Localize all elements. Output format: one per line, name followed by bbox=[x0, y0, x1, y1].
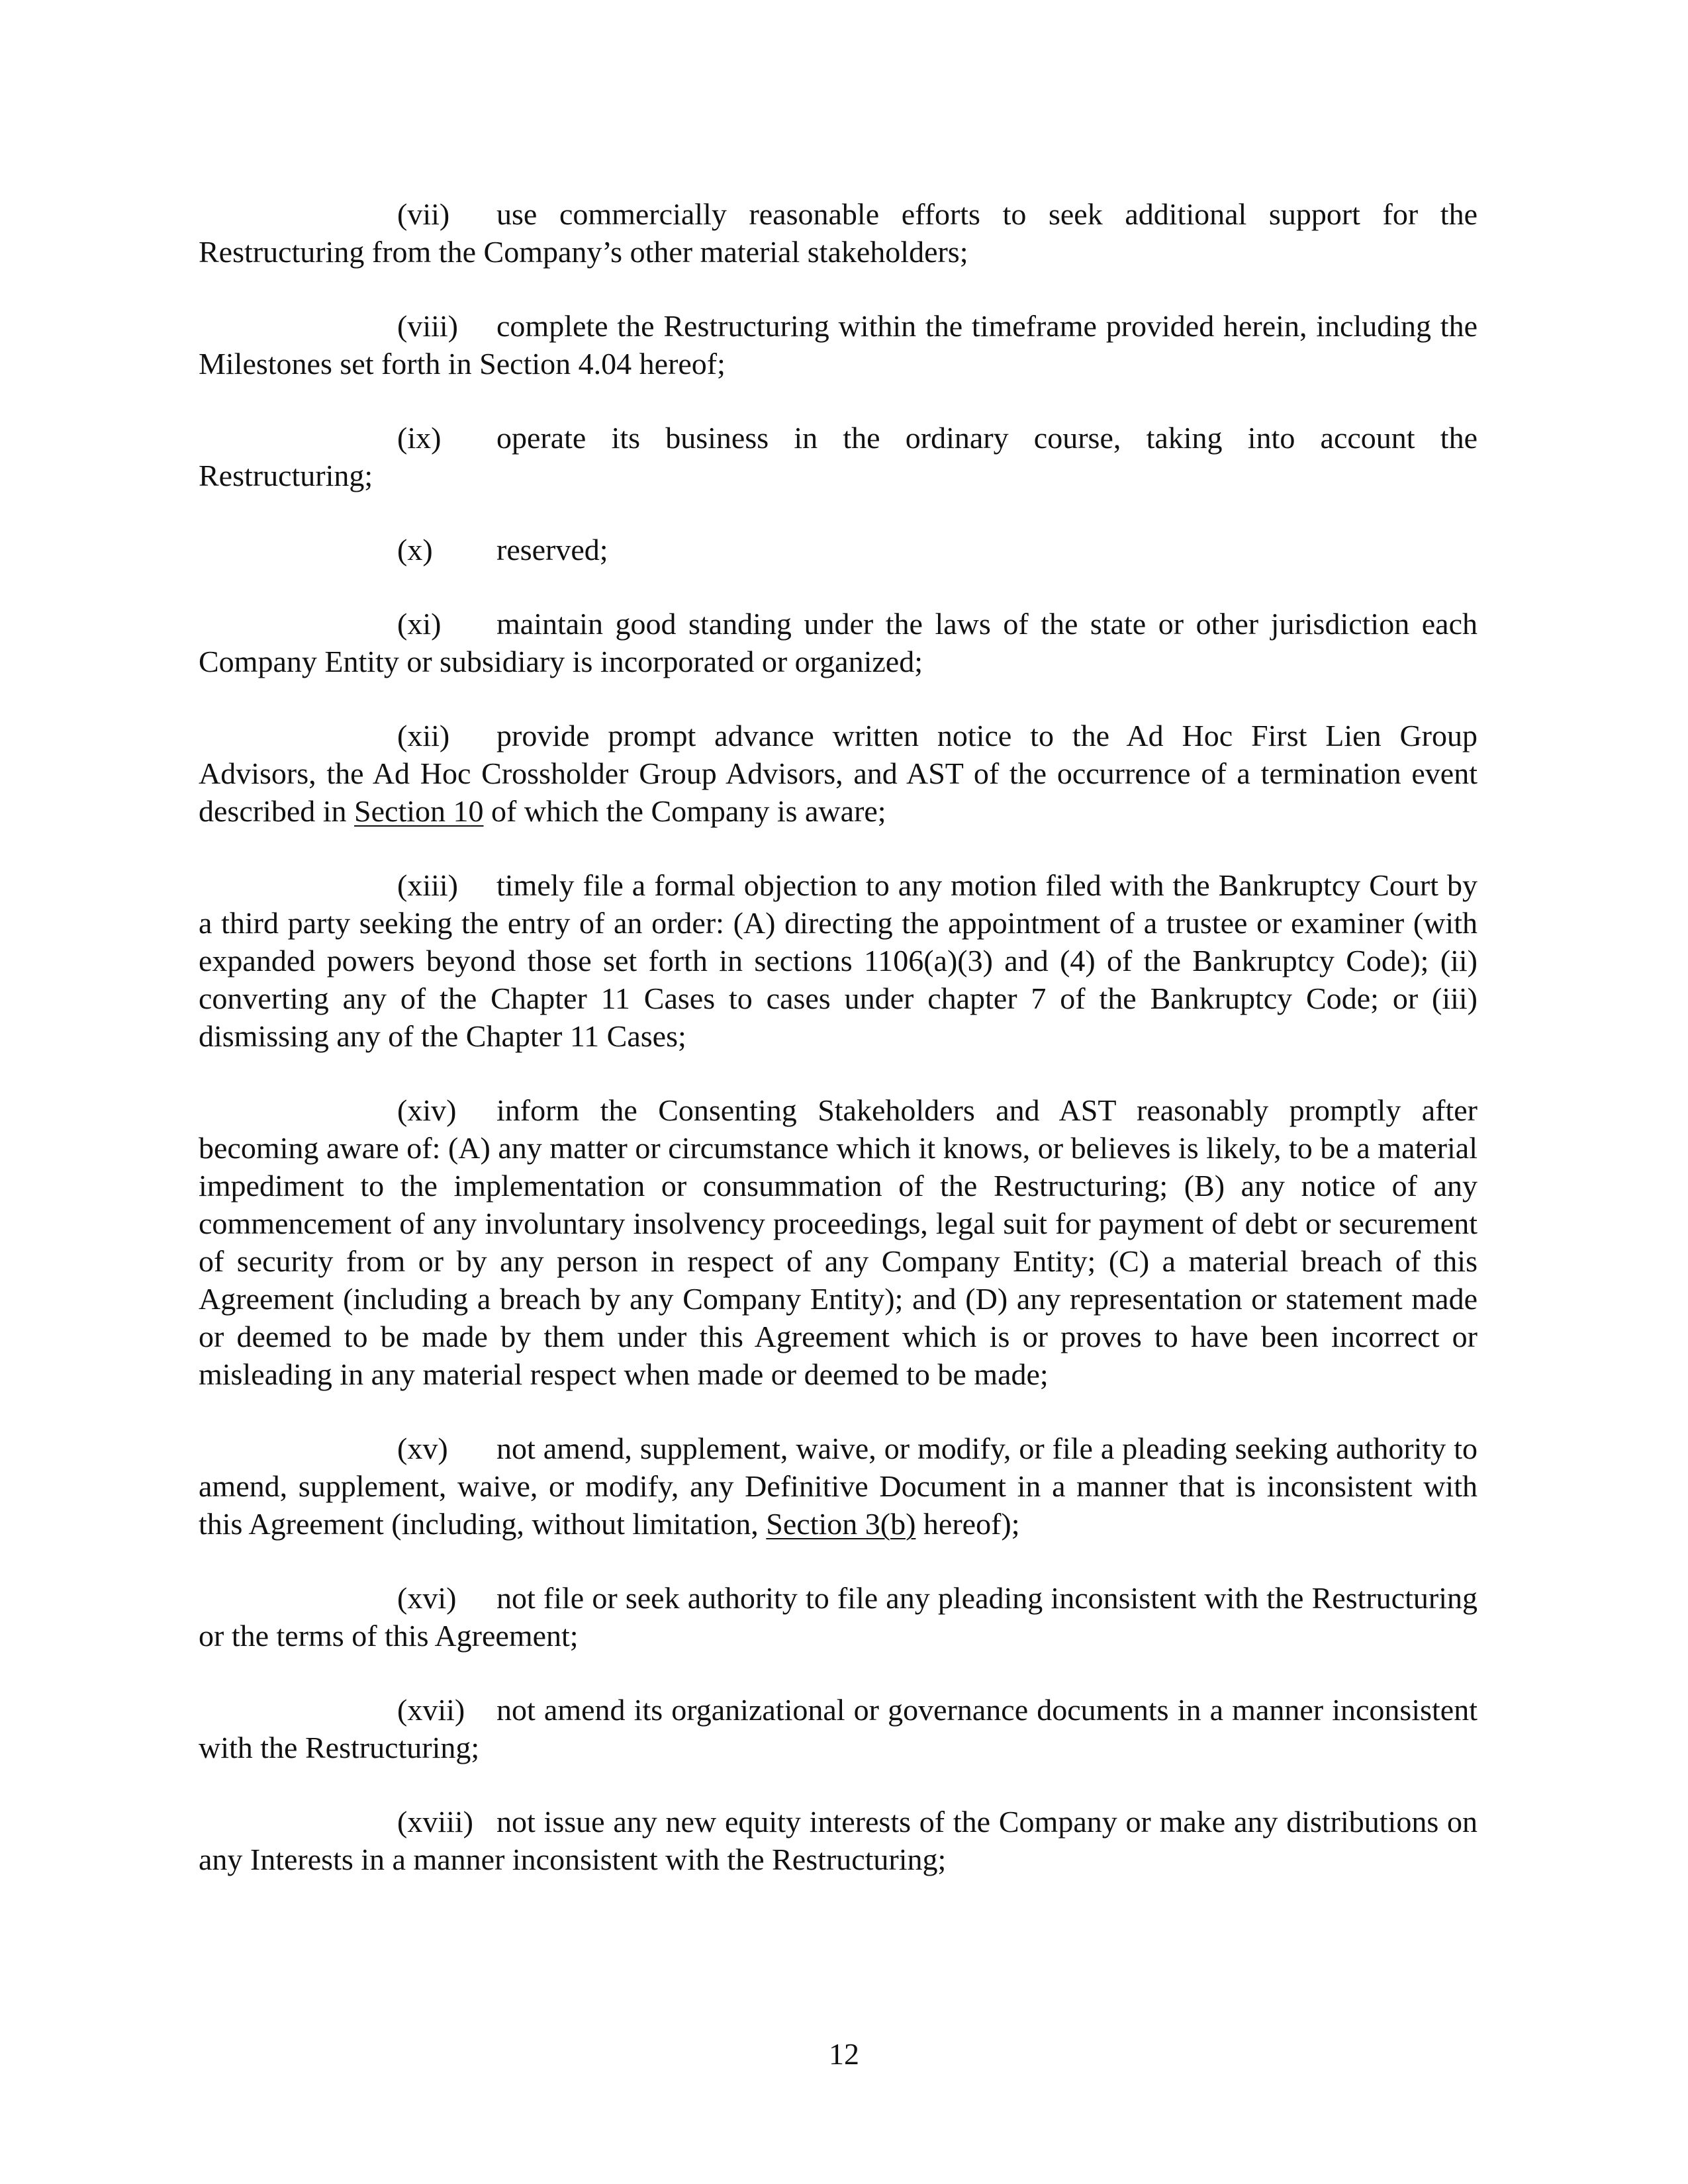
clause-number: (xiv) bbox=[397, 1093, 457, 1127]
section-reference: Section 10 bbox=[354, 794, 484, 828]
clause-text: use commercially reasonable efforts to seek additional support for the Restructuring from the Company’s other material stakeholders; bbox=[199, 197, 1477, 269]
clause-text: timely file a formal objection to any motion filed with the Bankruptcy Court by a third party seeking the entry of an order: (A) directing the appointment of a trustee or examiner (with expanded powers beyond those set forth in sections 1106(a)(3) and (4) of the Bankruptcy Code); (ii) converting any of the Chapter 11 Cases to cases under chapter 7 of the Bankruptcy Code; or (iii) dismissing any of the Chapter 11 Cases; bbox=[199, 868, 1477, 1053]
clause-viii bbox=[199, 307, 1477, 383]
clause-number: (xviii) bbox=[397, 1805, 473, 1839]
clause-xv bbox=[199, 1430, 1477, 1543]
clause-number: (xii) bbox=[397, 719, 450, 752]
clause-number: (x) bbox=[397, 533, 433, 567]
clause-ix bbox=[199, 419, 1477, 494]
clause-vii bbox=[199, 195, 1477, 271]
document-body bbox=[199, 195, 1477, 1915]
clause-text: maintain good standing under the laws of the state or other jurisdiction each Company Entity or subsidiary is incorporated or organized; bbox=[199, 607, 1477, 678]
section-reference: Section 3(b) bbox=[766, 1507, 916, 1541]
clause-xiv bbox=[199, 1091, 1477, 1393]
clause-text: provide prompt advance written notice to the Ad Hoc First Lien Group Advisors, the Ad Hoc Crossholder Group Advisors, and AST of the occurrence of a termination event described in bbox=[199, 719, 1477, 828]
clause-number: (vii) bbox=[397, 197, 450, 231]
clause-x bbox=[199, 531, 1477, 569]
clause-text: not issue any new equity interests of the Company or make any distributions on any Interests in a manner inconsistent with the Restructuring; bbox=[199, 1805, 1477, 1876]
clause-text: not amend its organizational or governance documents in a manner inconsistent with the Restructuring; bbox=[199, 1693, 1477, 1764]
clause-xi bbox=[199, 605, 1477, 680]
clause-text: operate its business in the ordinary course, taking into account the Restructuring; bbox=[199, 421, 1477, 492]
clause-number: (xvi) bbox=[397, 1581, 457, 1615]
clause-text: reserved; bbox=[496, 533, 608, 567]
clause-text: not file or seek authority to file any pleading inconsistent with the Restructuring or the terms of this Agreement; bbox=[199, 1581, 1477, 1653]
clause-text-continued: of which the Company is aware; bbox=[483, 794, 886, 828]
clause-number: (xvii) bbox=[397, 1693, 465, 1727]
clause-text: not amend, supplement, waive, or modify, or file a pleading seeking authority to amend, supplement, waive, or modify, any Definitive Document in a manner that is inconsistent with this Agreement (including, without limitation, bbox=[199, 1432, 1477, 1541]
clause-number: (xi) bbox=[397, 607, 442, 641]
clause-xiii bbox=[199, 866, 1477, 1055]
clause-number: (ix) bbox=[397, 421, 442, 455]
clause-text: complete the Restructuring within the timeframe provided herein, including the Milestones set forth in Section 4.04 hereof; bbox=[199, 309, 1477, 381]
page-number: 12 bbox=[829, 2037, 859, 2071]
clause-text-continued: hereof); bbox=[915, 1507, 1020, 1541]
clause-number: (viii) bbox=[397, 309, 458, 343]
clause-text: inform the Consenting Stakeholders and AST reasonably promptly after becoming aware of: (A) any matter or circumstance which it knows, or believes is likely, to be a material impediment to the implementation or consummation of the Restructuring; (B) any notice of any commencement of any involuntary insolvency proceedings, legal suit for payment of debt or securement of security from or by any person in respect of any Company Entity; (C) a material breach of this Agreement (including a breach by any Company Entity); and (D) any representation or statement made or deemed to be made by them under this Agreement which is or proves to have been incorrect or misleading in any material respect when made or deemed to be made; bbox=[199, 1093, 1477, 1391]
clause-xvii bbox=[199, 1691, 1477, 1766]
clause-number: (xiii) bbox=[397, 868, 458, 902]
clause-xviii bbox=[199, 1803, 1477, 1878]
clause-number: (xv) bbox=[397, 1432, 448, 1465]
clause-xii bbox=[199, 717, 1477, 830]
clause-xvi bbox=[199, 1579, 1477, 1655]
